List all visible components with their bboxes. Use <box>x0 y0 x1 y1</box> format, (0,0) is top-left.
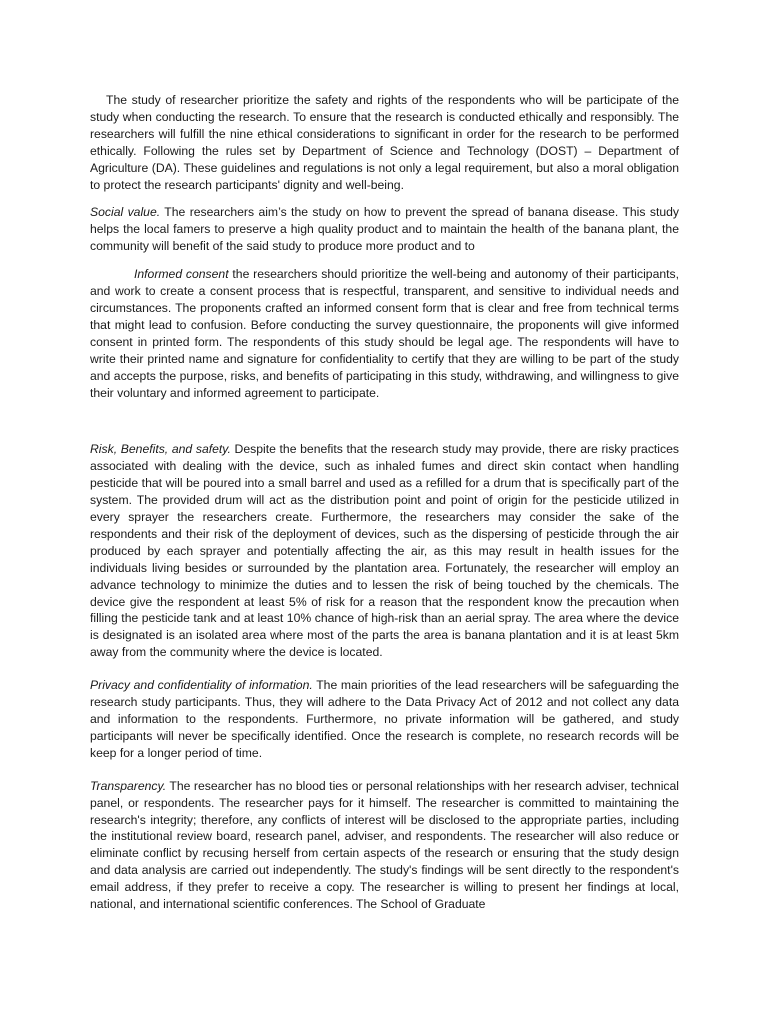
document-page <box>90 92 679 913</box>
social-value-body: The researchers aim’s the study on how to prevent the spread of banana disease. This study helps the local famers to preserve a high quality product and to maintain the health of the banana plant, the community will benefit of the said study to produce more product and to <box>90 205 679 254</box>
risk-benefits-safety-body: Despite the benefits that the research study may provide, there are risky practices associated with dealing with the device, such as inhaled fumes and direct skin contact when handling pesticide that will be poured into a small barrel and used as a refilled for a drum that is specifically part of the system. The provided drum will act as the distribution point and point of origin for the pesticide utilized in every sprayer the researchers create. Furthermore, the researchers may consider the sake of the respondents and their risk of the deployment of devices, such as the dispersing of pesticide through the air produced by each sprayer and potentially affecting the air, as this may result in health issues for the individuals living besides or surrounded by the plantation area. Fortunately, the researcher will employ an advance technology to minimize the duties and to lessen the risk of being touched by the chemicals. The device give the respondent at least 5% of risk for a reason that the respondent know the precaution when filling the pesticide tank and at least 10% chance of high-risk than an aerial spray. The area where the device is designated is an isolated area where most of the parts the area is banana plantation and it is at least 5km away from the community where the device is located. <box>90 442 679 660</box>
risk-benefits-safety-paragraph <box>90 441 679 661</box>
social-value-paragraph <box>90 204 679 255</box>
informed-consent-body: the researchers should prioritize the well-being and autonomy of their participants, and work to create a consent process that is respectful, transparent, and sensitive to individual needs and circumstances. The proponents crafted an informed consent form that is clear and free from technical terms that might lead to confusion. Before conducting the survey questionnaire, the proponents will give informed consent in printed form. The respondents of this study should be legal age. The respondents will have to write their printed name and signature for confidentiality to certify that they are willing to be part of the study and accepts the purpose, risks, and benefits of participating in this study, withdrawing, and willingness to give their voluntary and informed agreement to participate. <box>90 267 679 400</box>
social-value-heading: Social value. <box>90 205 161 220</box>
privacy-paragraph <box>90 677 679 762</box>
intro-paragraph: The study of researcher prioritize the safety and rights of the respondents who will be participate of the study when conducting the research. To ensure that the research is conducted ethically and responsibly. The researchers will fulfill the nine ethical considerations to significant in order for the research to be performed ethically. Following the rules set by Department of Science and Technology (DOST) – Department of Agriculture (DA). These guidelines and regulations is not only a legal requirement, but also a moral obligation to protect the research participants' dignity and well-being. <box>90 93 679 192</box>
privacy-heading: Privacy and confidentiality of information. <box>90 678 313 693</box>
privacy-body: The main priorities of the lead researchers will be safeguarding the research study participants. Thus, they will adhere to the Data Privacy Act of 2012 and not collect any data and information to the respondents. Furthermore, no private information will be gathered, and study participants will never be specifically identified. Once the research is complete, no research records will be keep for a longer period of time. <box>90 678 679 760</box>
informed-consent-paragraph <box>90 266 679 401</box>
transparency-body: The researcher has no blood ties or personal relationships with her research adviser, technical panel, or respondents. The researcher pays for it himself. The researcher is committed to maintaining the research's integrity; therefore, any conflicts of interest will be disclosed to the appropriate parties, including the institutional review board, research panel, adviser, and respondents. The researcher will also reduce or eliminate conflict by recusing herself from certain aspects of the research or ensuring that the study design and data analysis are carried out independently. The study's findings will be sent directly to the respondent's email address, if they prefer to receive a copy. The researcher is willing to present her findings at local, national, and international scientific conferences. The School of Graduate <box>90 778 679 912</box>
informed-consent-heading: Informed consent <box>134 267 229 282</box>
transparency-paragraph <box>90 778 679 913</box>
transparency-heading: Transparency. <box>90 778 167 793</box>
risk-benefits-safety-heading: Risk, Benefits, and safety. <box>90 442 231 457</box>
